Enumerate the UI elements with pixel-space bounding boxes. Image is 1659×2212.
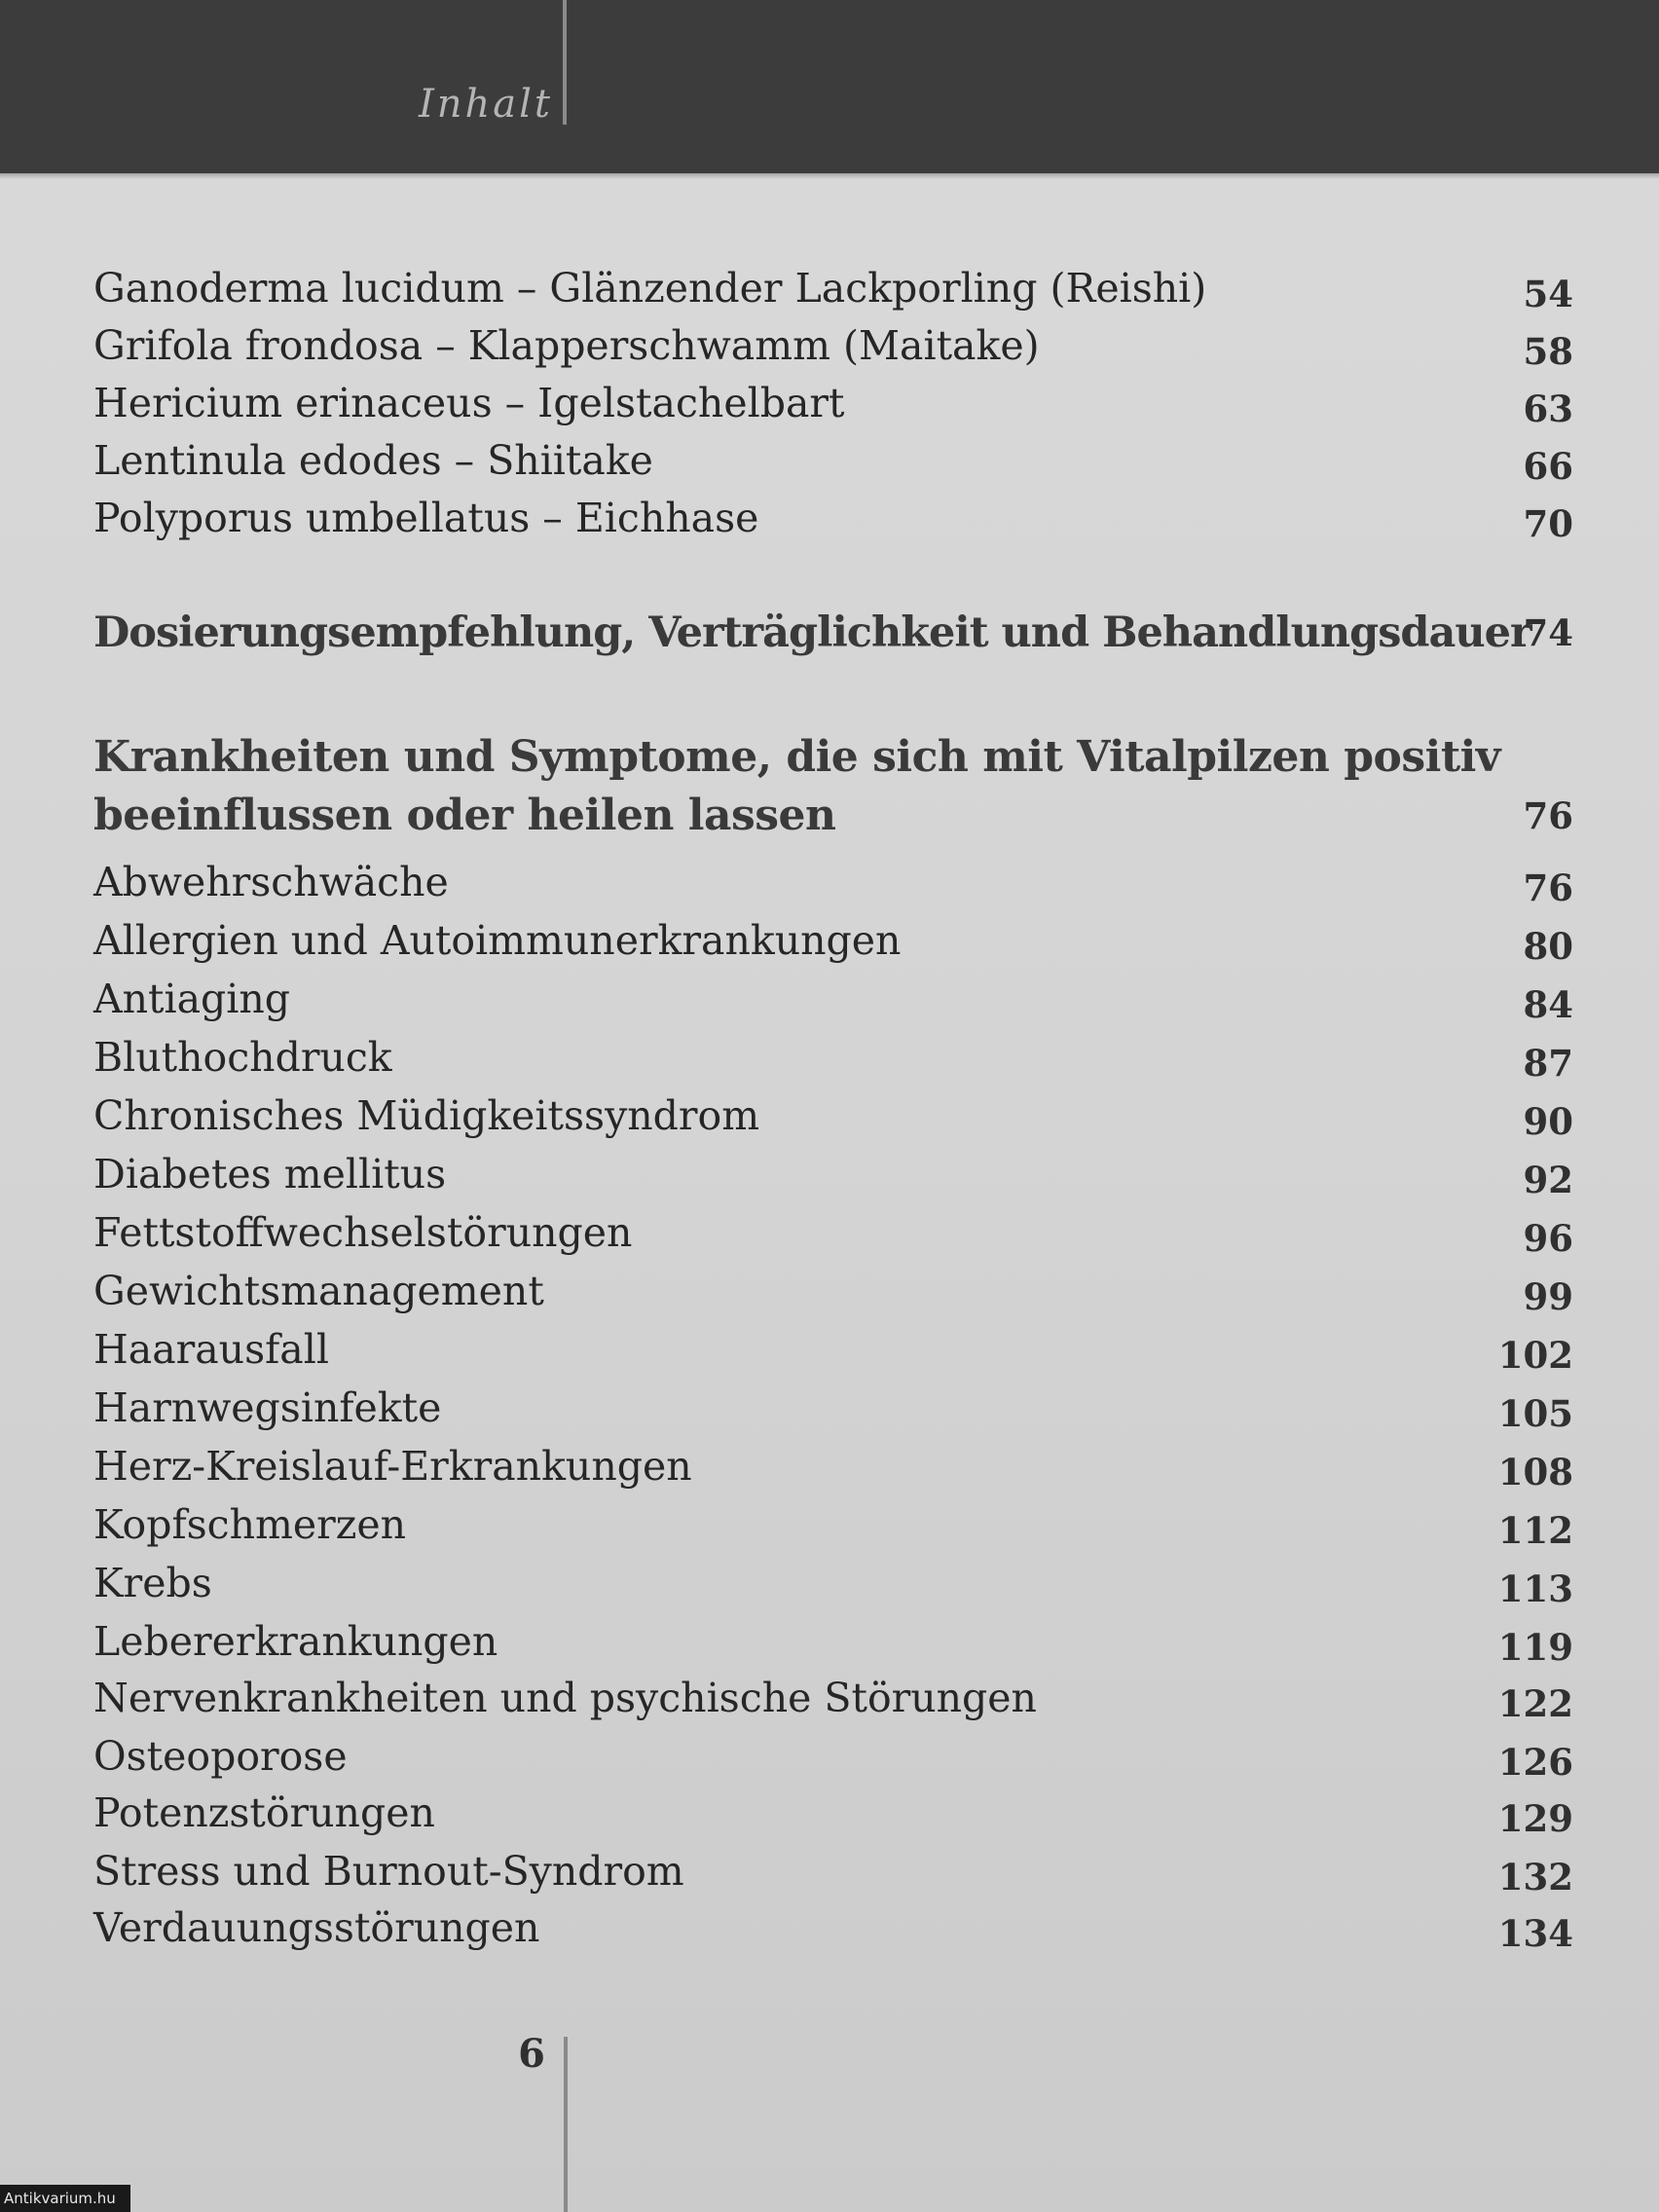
toc-entry-page: 119 bbox=[1497, 1626, 1573, 1669]
toc-entry-label: Hericium erinaceus – Igelstachelbart bbox=[93, 380, 845, 426]
toc-entry-label: Potenzstörungen bbox=[93, 1789, 435, 1836]
toc-entry-page: 92 bbox=[1523, 1159, 1573, 1201]
toc-entry-label: Stress und Burnout-Syndrom bbox=[93, 1848, 684, 1895]
toc-entry-label: Polyporus umbellatus – Eichhase bbox=[93, 495, 759, 541]
toc-entry-label: Lebererkrankungen bbox=[93, 1618, 498, 1665]
toc-entry-page: 96 bbox=[1523, 1217, 1573, 1260]
toc-entry bbox=[93, 1786, 1573, 1840]
toc-entry-label: Bluthochdruck bbox=[93, 1034, 392, 1081]
toc-entry-page: 122 bbox=[1497, 1682, 1573, 1725]
toc-entry-page: 87 bbox=[1523, 1042, 1573, 1085]
section-heading-line-1: Krankheiten und Symptome, die sich mit Vitalpilzen positiv bbox=[93, 732, 1500, 782]
toc-entry-page: 84 bbox=[1523, 983, 1573, 1026]
toc-entry-page: 99 bbox=[1523, 1275, 1573, 1318]
toc-entry-label: Osteoporose bbox=[93, 1733, 348, 1780]
section-heading-page: 76 bbox=[1523, 794, 1573, 837]
toc-entry-page: 80 bbox=[1523, 925, 1573, 968]
toc-entry bbox=[93, 1381, 1573, 1435]
toc-entry bbox=[93, 1322, 1573, 1377]
toc-entry bbox=[93, 1030, 1573, 1085]
toc-entry bbox=[93, 855, 1573, 909]
toc-entry-page: 113 bbox=[1497, 1567, 1573, 1610]
toc-entry-page: 54 bbox=[1523, 273, 1573, 315]
toc-entry-label: Kopfschmerzen bbox=[93, 1501, 407, 1548]
toc-entry bbox=[93, 1556, 1573, 1610]
toc-entry bbox=[93, 318, 1573, 373]
toc-entry bbox=[93, 1844, 1573, 1899]
toc-entry-label: Allergien und Autoimmunerkrankungen bbox=[93, 917, 902, 964]
toc-entry-label: Lentinula edodes – Shiitake bbox=[93, 437, 653, 484]
section-heading-page: 74 bbox=[1523, 611, 1573, 654]
toc-entry bbox=[93, 1900, 1573, 1955]
toc-entry-label: Antiaging bbox=[93, 976, 291, 1022]
toc-entry-label: Fettstoffwechselstörungen bbox=[93, 1209, 633, 1256]
toc-section-heading bbox=[93, 728, 1573, 845]
toc-entry bbox=[93, 1088, 1573, 1143]
section-heading-line-2: beeinflussen oder heilen lassen bbox=[93, 791, 836, 840]
footer-divider bbox=[564, 2037, 568, 2212]
toc-entry bbox=[93, 261, 1573, 315]
header-divider bbox=[563, 0, 567, 125]
toc-entry-page: 63 bbox=[1523, 387, 1573, 430]
toc-entry-label: Verdauungsstörungen bbox=[93, 1904, 540, 1951]
watermark: Antikvarium.hu bbox=[0, 2185, 130, 2212]
toc-entry-label: Krebs bbox=[93, 1560, 212, 1606]
toc-entry bbox=[93, 972, 1573, 1026]
toc-entry bbox=[93, 1205, 1573, 1260]
toc-entry bbox=[93, 1729, 1573, 1784]
toc-entry bbox=[93, 1671, 1573, 1725]
toc-entry-label: Haarausfall bbox=[93, 1326, 329, 1373]
toc-entry-label: Herz-Kreislauf-Erkrankungen bbox=[93, 1443, 692, 1490]
toc-entry bbox=[93, 376, 1573, 430]
toc-entry-page: 102 bbox=[1497, 1334, 1573, 1377]
toc-entry bbox=[93, 433, 1573, 488]
toc-entry-page: 105 bbox=[1497, 1392, 1573, 1435]
running-head-title: Inhalt bbox=[418, 82, 553, 127]
toc-entry-page: 108 bbox=[1497, 1451, 1573, 1493]
toc-entry-label: Diabetes mellitus bbox=[93, 1151, 447, 1198]
toc-entry-label: Grifola frondosa – Klapperschwamm (Maitake) bbox=[93, 322, 1040, 369]
toc-entry-page: 132 bbox=[1497, 1856, 1573, 1899]
toc-entry-page: 58 bbox=[1523, 330, 1573, 373]
toc-entry-page: 90 bbox=[1523, 1100, 1573, 1143]
header-band bbox=[0, 0, 1659, 173]
toc-entry-page: 112 bbox=[1497, 1509, 1573, 1552]
toc-entry-page: 70 bbox=[1523, 502, 1573, 545]
toc-entry-label: Gewichtsmanagement bbox=[93, 1268, 544, 1314]
page-number: 6 bbox=[518, 2031, 545, 2077]
toc-entry-page: 66 bbox=[1523, 445, 1573, 488]
toc-entry-label: Ganoderma lucidum – Glänzender Lackporling (Reishi) bbox=[93, 265, 1207, 312]
toc-entry-label: Chronisches Müdigkeitssyndrom bbox=[93, 1092, 760, 1139]
toc-entry-page: 76 bbox=[1523, 866, 1573, 909]
toc-entry bbox=[93, 1147, 1573, 1201]
toc-entry-label: Abwehrschwäche bbox=[93, 859, 449, 905]
toc-entry bbox=[93, 1264, 1573, 1318]
toc-entry bbox=[93, 491, 1573, 545]
toc-section-heading bbox=[93, 604, 1573, 662]
toc-entry-label: Nervenkrankheiten und psychische Störungen bbox=[93, 1675, 1037, 1721]
toc-entry-page: 134 bbox=[1497, 1912, 1573, 1955]
toc-entry bbox=[93, 913, 1573, 968]
toc-entry bbox=[93, 1497, 1573, 1552]
toc-entry bbox=[93, 1439, 1573, 1493]
toc-entry-page: 129 bbox=[1497, 1797, 1573, 1840]
toc-entry-page: 126 bbox=[1497, 1741, 1573, 1784]
section-heading-label: Dosierungsempfehlung, Verträglichkeit und Behandlungsdauer bbox=[93, 608, 1531, 657]
toc-entry-label: Harnwegsinfekte bbox=[93, 1384, 442, 1431]
toc-entry bbox=[93, 1614, 1573, 1669]
